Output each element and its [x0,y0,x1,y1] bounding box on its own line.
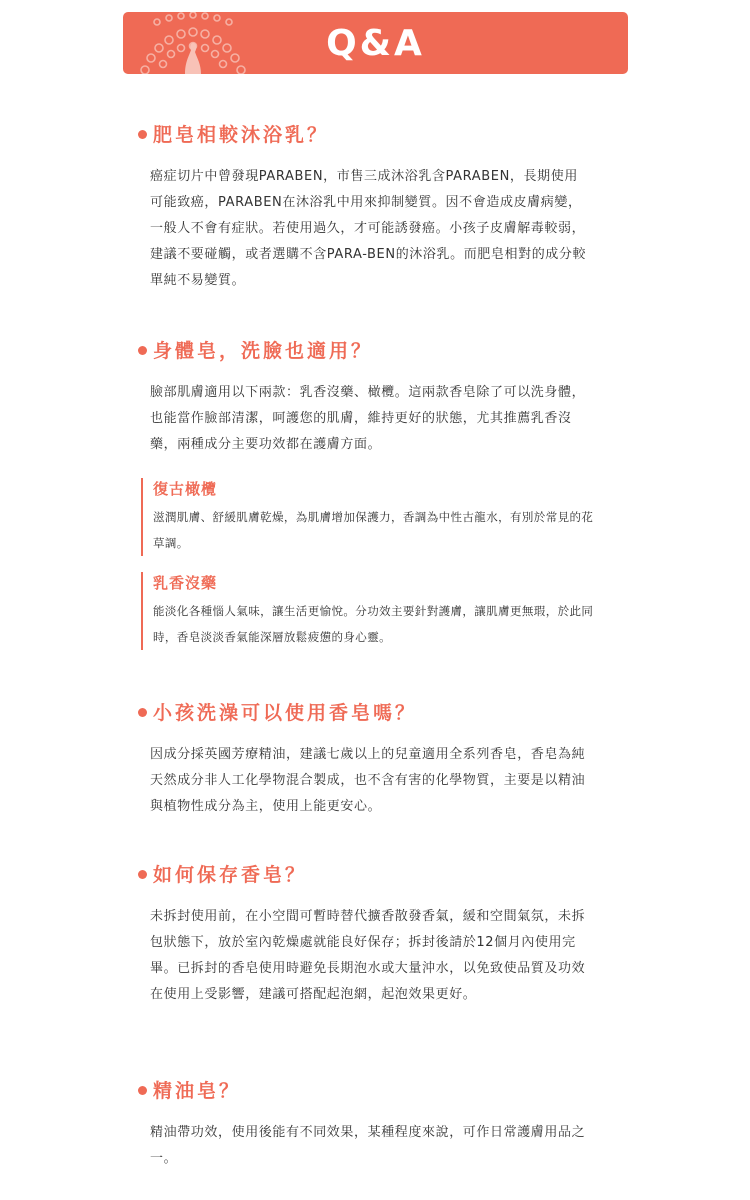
subitem-text: 能淡化各種惱人氣味，讓生活更愉悅。分功效主要針對護膚，讓肌膚更無瑕，於此同時，香皂淡淡香氣能深層放鬆疲憊的身心靈。 [153,604,594,644]
question-title: 精油皂？ [153,1080,242,1102]
answer-text: 未拆封使用前，在小空間可暫時替代擴香散發香氣，緩和空間氣氛，未拆包狀態下，放於室內乾燥處就能良好保存；拆封後請於12個月內使用完畢。已拆封的香皂使用時避免長期泡水或大量沖水，以免致使品質及功效在使用上受影響，建議可搭配起泡網，起泡效果更好。 [150,909,586,1002]
bullet-dot [138,346,147,355]
qa-section-essential-oil-soap [138,1076,608,1172]
question-title: 身體皂，洗臉也適用？ [153,340,374,362]
qa-section-face-use [138,336,608,458]
answer-text: 癌症切片中曾發現PARABEN，市售三成沐浴乳含PARABEN，長期使用可能致癌，PARABEN在沐浴乳中用來抑制變質。因不會造成皮膚病變，一般人不會有症狀。若使用過久，才可能誘發癌。小孩子皮膚解毒較弱，建議不要碰觸，或者選購不含PARA-BEN的沐浴乳。而肥皂相對的成分較單純不易變質。 [150,169,587,288]
qa-section-children [138,698,608,820]
answer-text: 臉部肌膚適用以下兩款：乳香沒藥、橄欖。這兩款香皂除了可以洗身體，也能當作臉部清潔，呵護您的肌膚，維持更好的狀態，尤其推薦乳香沒藥，兩種成分主要功效都在護膚方面。 [150,385,586,452]
subitem-title: 復古橄欖 [153,480,218,498]
answer-text: 精油帶功效，使用後能有不同效果，某種程度來說，可作日常護膚用品之一。 [150,1125,586,1166]
qa-section-soap-vs-bodywash [138,120,608,294]
bullet-dot [138,1086,147,1095]
bullet-dot [138,708,147,717]
banner-title: Q&A [326,23,425,64]
question-title: 肥皂相較沐浴乳？ [153,124,330,146]
answer-text: 因成分採英國芳療精油，建議七歲以上的兒童適用全系列香皂，香皂為純天然成分非人工化學物混合製成，也不含有害的化學物質，主要是以精油與植物性成分為主，使用上能更安心。 [150,747,586,814]
subitem-title: 乳香沒藥 [153,574,218,592]
question-title: 如何保存香皂？ [153,864,308,886]
bullet-dot [138,870,147,879]
subitem-vintage-olive [141,478,603,556]
subitem-frankincense-myrrh [141,572,603,650]
qa-section-storage [138,860,608,1008]
bullet-dot [138,130,147,139]
question-title: 小孩洗澡可以使用香皂嗎？ [153,702,418,724]
subitem-text: 滋潤肌膚、舒緩肌膚乾燥，為肌膚增加保護力，香調為中性古龍水，有別於常見的花草調。 [153,510,594,550]
qa-banner [123,12,628,74]
